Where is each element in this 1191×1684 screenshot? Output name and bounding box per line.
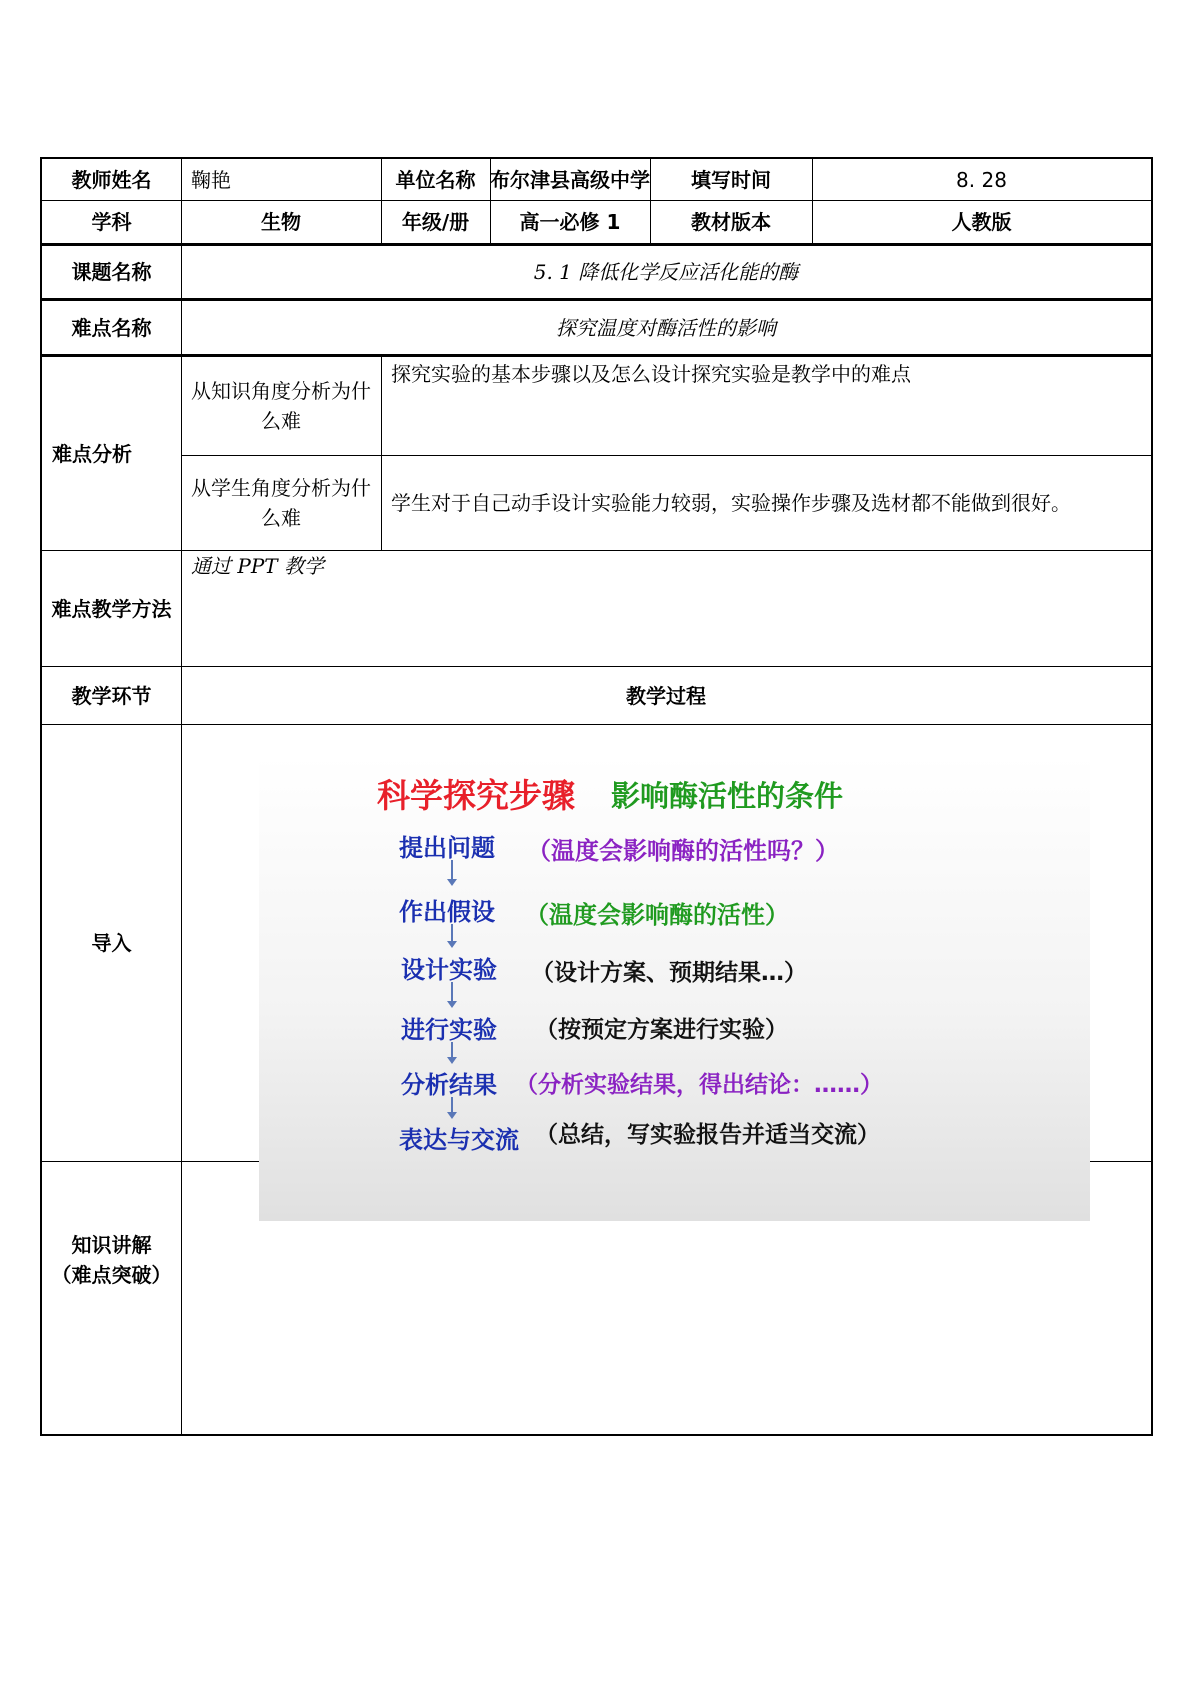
topic-label: 课题名称 (71, 260, 152, 284)
slide-title-right: 影响酶活性的条件 (611, 779, 844, 813)
unit-value: 布尔津县高级中学 (490, 167, 650, 192)
down-arrow-icon (451, 1097, 453, 1117)
intro-label: 导入 (91, 931, 132, 955)
row-divider (42, 200, 1151, 201)
lesson-plan-table (40, 157, 1153, 1436)
date-value: 8. 28 (956, 167, 1007, 192)
edition-label: 教材版本 (691, 210, 771, 234)
slide-step-name: 分析结果 (401, 1071, 497, 1099)
row-divider (42, 724, 1151, 725)
knowledge-angle-value: 探究实验的基本步骤以及怎么设计探究实验是教学中的难点 (391, 362, 911, 386)
grade-label: 年级/册 (401, 210, 470, 234)
down-arrow-icon (451, 1042, 453, 1062)
student-angle-value: 学生对于自己动手设计实验能力较弱，实验操作步骤及选材都不能做到很好。 (391, 490, 1071, 515)
slide-step-name: 提出问题 (399, 834, 495, 862)
difficulty-value: 探究温度对酶活性的影响 (556, 315, 776, 340)
method-value: 通过 PPT 教学 (191, 554, 324, 578)
subject-label: 学科 (91, 210, 132, 234)
slide-step-note: （分析实验结果，得出结论：……） (515, 1072, 883, 1098)
row-divider (181, 455, 1151, 456)
down-arrow-icon (451, 924, 453, 946)
slide-step-note: （温度会影响酶的活性） (525, 901, 789, 929)
slide-step-note: （按预定方案进行实验） (535, 1017, 788, 1043)
edition-value: 人教版 (951, 210, 1012, 234)
slide-step-name: 进行实验 (401, 1016, 497, 1044)
slide-step-note: （总结，写实验报告并适当交流） (535, 1122, 880, 1148)
date-label: 填写时间 (691, 167, 771, 192)
knowledge-angle-label: 从知识角度分析为什么难 (191, 379, 371, 433)
lecture-label-line1: 知识讲解 (71, 1233, 152, 1257)
ppt-slide-image (259, 756, 1090, 1221)
slide-step-name: 设计实验 (401, 956, 497, 984)
down-arrow-icon (451, 860, 453, 884)
col-divider (812, 159, 813, 243)
slide-step-name: 作出假设 (399, 898, 495, 926)
col-divider (381, 357, 382, 550)
row-divider (42, 300, 1151, 301)
row-divider (42, 356, 1151, 357)
student-angle-label: 从学生角度分析为什么难 (191, 475, 371, 530)
method-label: 难点教学方法 (51, 596, 172, 621)
slide-step-note: （温度会影响酶的活性吗？） (527, 837, 839, 865)
process-header-value: 教学过程 (626, 683, 706, 708)
row-divider (42, 550, 1151, 551)
row-divider (42, 245, 1151, 246)
col-divider (381, 159, 382, 243)
analysis-label: 难点分析 (52, 441, 132, 466)
topic-value: 5. 1 降低化学反应活化能的酶 (533, 260, 799, 284)
teacher-value: 鞠艳 (191, 167, 231, 192)
row-divider (42, 666, 1151, 667)
lecture-label-line2: （难点突破） (51, 1263, 172, 1287)
slide-step-note: （设计方案、预期结果…） (531, 960, 807, 986)
down-arrow-icon (451, 982, 453, 1006)
lecture-label (42, 1162, 181, 1358)
col-divider (490, 159, 491, 243)
col-divider (181, 159, 182, 1434)
difficulty-label: 难点名称 (71, 315, 152, 340)
col-divider (650, 159, 651, 243)
grade-value: 高一必修 1 (519, 210, 621, 234)
slide-step-name: 表达与交流 (399, 1126, 519, 1154)
subject-value: 生物 (261, 210, 301, 234)
teacher-label: 教师姓名 (71, 167, 152, 192)
slide-title-left: 科学探究步骤 (377, 776, 575, 815)
process-stage-label: 教学环节 (71, 683, 152, 708)
unit-label: 单位名称 (395, 167, 476, 192)
